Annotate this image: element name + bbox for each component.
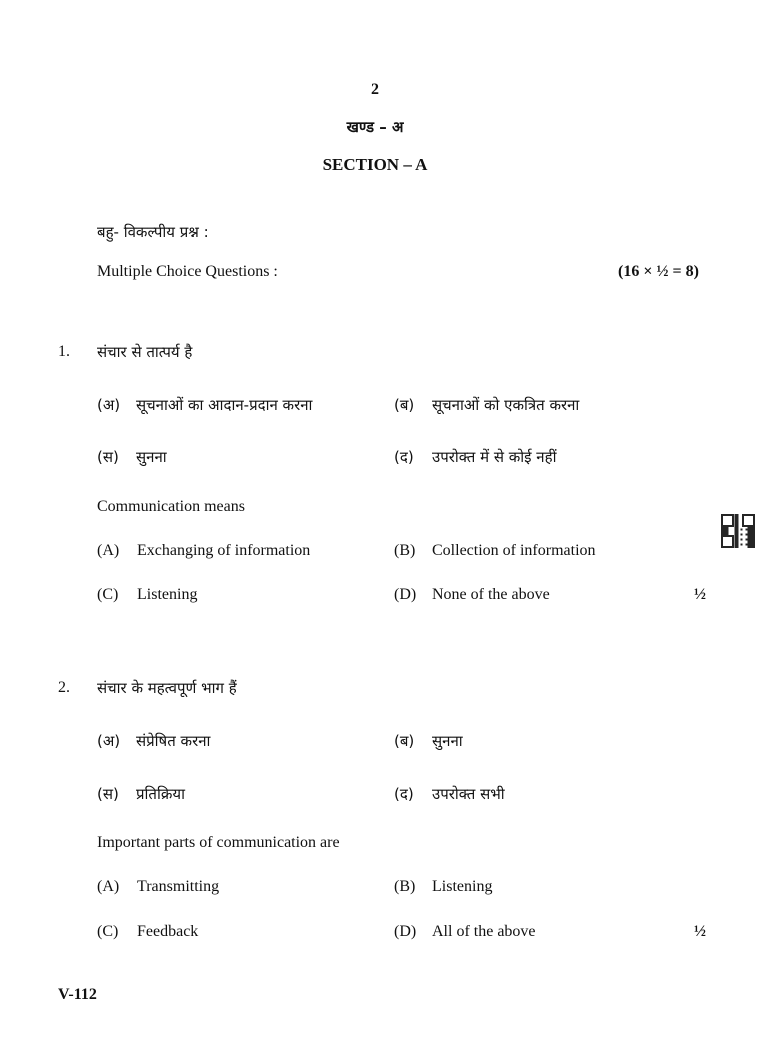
option-text: Listening bbox=[137, 586, 198, 603]
mcq-heading-english: Multiple Choice Questions : bbox=[97, 263, 278, 280]
option-text: Listening bbox=[432, 878, 493, 895]
option-label: (B) bbox=[394, 542, 416, 559]
option-text: सुनना bbox=[136, 448, 167, 466]
option-label: (अ) bbox=[97, 396, 121, 414]
total-marks: (16 × ½ = 8) bbox=[618, 263, 699, 280]
option-label: (D) bbox=[394, 586, 417, 603]
qr-code-icon bbox=[721, 514, 755, 548]
paper-code: V-112 bbox=[58, 986, 97, 1003]
option-text: उपरोक्त सभी bbox=[432, 785, 505, 803]
option-text: Feedback bbox=[137, 923, 199, 940]
page-number: 2 bbox=[371, 81, 379, 98]
option-label: (A) bbox=[97, 878, 120, 895]
option-text: सूचनाओं को एकत्रित करना bbox=[432, 396, 580, 414]
question-number: 2. bbox=[58, 679, 70, 696]
option-text: प्रतिक्रिया bbox=[136, 785, 185, 803]
section-title-hindi: खण्ड – अ bbox=[346, 118, 404, 136]
option-label: (ब) bbox=[394, 732, 415, 750]
option-text: None of the above bbox=[432, 586, 550, 603]
option-text: सुनना bbox=[432, 732, 463, 750]
question-text-hindi: संचार के महत्वपूर्ण भाग हैं bbox=[97, 679, 237, 697]
option-text: संप्रेषित करना bbox=[136, 732, 211, 750]
question-marks: ½ bbox=[694, 586, 706, 603]
question-text-english: Communication means bbox=[97, 498, 245, 515]
question-text-hindi: संचार से तात्पर्य है bbox=[97, 343, 193, 361]
option-text: सूचनाओं का आदान-प्रदान करना bbox=[136, 396, 313, 414]
section-title-english: SECTION – A bbox=[322, 155, 428, 174]
option-text: All of the above bbox=[432, 923, 536, 940]
question-text-english: Important parts of communication are bbox=[97, 834, 340, 851]
option-label: (स) bbox=[97, 785, 119, 803]
option-text: Collection of information bbox=[432, 542, 596, 559]
option-label: (C) bbox=[97, 586, 119, 603]
option-label: (द) bbox=[394, 785, 414, 803]
mcq-heading-hindi: बहु- विकल्पीय प्रश्न : bbox=[97, 223, 209, 241]
option-label: (D) bbox=[394, 923, 417, 940]
option-text: Transmitting bbox=[137, 878, 220, 895]
option-label: (B) bbox=[394, 878, 416, 895]
option-label: (C) bbox=[97, 923, 119, 940]
option-label: (अ) bbox=[97, 732, 121, 750]
option-label: (A) bbox=[97, 542, 120, 559]
option-text: उपरोक्त में से कोई नहीं bbox=[432, 448, 557, 466]
option-label: (ब) bbox=[394, 396, 415, 414]
question-marks: ½ bbox=[694, 923, 706, 940]
option-label: (स) bbox=[97, 448, 119, 466]
question-number: 1. bbox=[58, 343, 70, 360]
option-label: (द) bbox=[394, 448, 414, 466]
option-text: Exchanging of information bbox=[137, 542, 311, 559]
